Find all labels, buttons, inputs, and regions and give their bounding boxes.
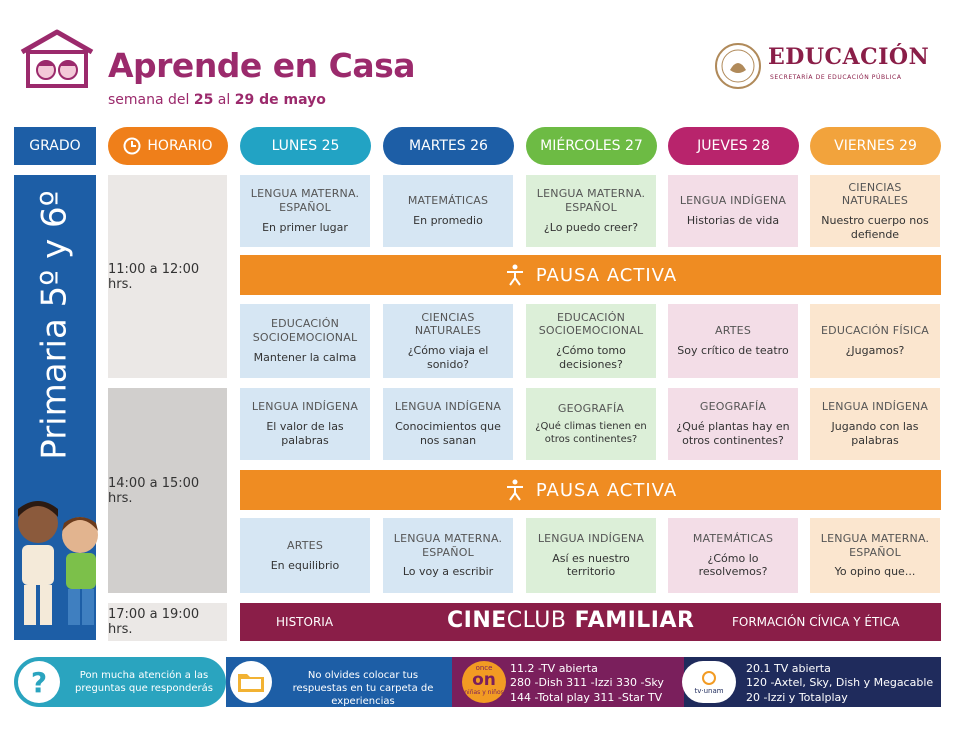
clock-icon bbox=[123, 137, 141, 155]
grado-header: GRADO bbox=[14, 127, 96, 165]
class-cell: GEOGRAFÍA ¿Qué climas tienen en otros continentes? bbox=[526, 388, 656, 460]
time-block-3: 17:00 a 19:00 hrs. bbox=[108, 603, 227, 641]
once-channels bbox=[452, 657, 684, 707]
folder-icon-wrap bbox=[230, 661, 272, 703]
class-cell: EDUCACIÓN FÍSICA ¿Jugamos? bbox=[810, 304, 940, 378]
class-cell: LENGUA INDÍGENA Conocimientos que nos sanan bbox=[383, 388, 513, 460]
folder-icon bbox=[237, 671, 265, 693]
unam-channel-list: 20.1 TV abierta 120 -Axtel, Sky, Dish y Megacable 20 -Izzi y Totalplay bbox=[746, 662, 934, 704]
grade-label: Primaria 5º y 6º bbox=[35, 190, 75, 460]
class-cell: GEOGRAFÍA ¿Qué plantas hay en otros continentes? bbox=[668, 388, 798, 460]
class-cell: ARTES Soy crítico de teatro bbox=[668, 304, 798, 378]
brand-subtitle: SECRETARÍA DE EDUCACIÓN PÚBLICA bbox=[770, 74, 902, 81]
day-header-jueves: JUEVES 28 bbox=[668, 127, 799, 165]
once-channel-list: 11.2 -TV abierta 280 -Dish 311 -Izzi 330 -Sky 144 -Total play 311 -Star TV bbox=[510, 662, 664, 704]
historia-label: HISTORIA bbox=[276, 615, 334, 629]
class-cell: LENGUA INDÍGENA El valor de las palabras bbox=[240, 388, 370, 460]
day-header-martes: MARTES 26 bbox=[383, 127, 514, 165]
unam-channels bbox=[684, 657, 941, 707]
class-cell: LENGUA MATERNA. ESPAÑOL ¿Lo puedo creer? bbox=[526, 175, 656, 247]
evening-bar bbox=[240, 603, 941, 641]
horario-header: HORARIO bbox=[108, 127, 228, 165]
class-cell: CIENCIAS NATURALES Nuestro cuerpo nos defiende bbox=[810, 175, 940, 247]
pausa-activa-bar: PAUSA ACTIVA bbox=[240, 470, 941, 510]
week-subtitle: semana del 25 al 29 de mayo bbox=[108, 92, 326, 108]
cineclub-logo: CINECLUB FAMILIAR bbox=[447, 608, 695, 633]
sep-seal-icon bbox=[714, 42, 762, 90]
class-cell: LENGUA MATERNA. ESPAÑOL Yo opino que... bbox=[810, 518, 940, 593]
question-icon: ? bbox=[18, 661, 60, 703]
class-cell: CIENCIAS NATURALES ¿Cómo viaja el sonido? bbox=[383, 304, 513, 378]
time-block-2: 14:00 a 15:00 hrs. bbox=[108, 388, 227, 593]
day-header-viernes: VIERNES 29 bbox=[810, 127, 941, 165]
class-cell: LENGUA INDÍGENA Historias de vida bbox=[668, 175, 798, 247]
brand-title: EDUCACIÓN bbox=[768, 44, 930, 70]
day-header-lunes: LUNES 25 bbox=[240, 127, 371, 165]
tip-questions: ? Pon mucha atención a las preguntas que responderás bbox=[14, 657, 226, 707]
day-header-miercoles: MIÉRCOLES 27 bbox=[526, 127, 657, 165]
class-cell: MATEMÁTICAS ¿Cómo lo resolvemos? bbox=[668, 518, 798, 593]
pausa-activa-bar: PAUSA ACTIVA bbox=[240, 255, 941, 295]
class-cell: EDUCACIÓN SOCIOEMOCIONAL Mantener la calma bbox=[240, 304, 370, 378]
house-logo-icon bbox=[18, 28, 96, 90]
page-title: Aprende en Casa bbox=[108, 46, 416, 85]
civica-label: FORMACIÓN CÍVICA Y ÉTICA bbox=[732, 615, 900, 629]
tv-unam-logo: tv·unam bbox=[682, 661, 736, 703]
class-cell: LENGUA INDÍGENA Jugando con las palabras bbox=[810, 388, 940, 460]
time-block-1: 11:00 a 12:00 hrs. bbox=[108, 175, 227, 378]
class-cell: MATEMÁTICAS En promedio bbox=[383, 175, 513, 247]
class-cell: EDUCACIÓN SOCIOEMOCIONAL ¿Cómo tomo decisiones? bbox=[526, 304, 656, 378]
class-cell: LENGUA INDÍGENA Así es nuestro territorio bbox=[526, 518, 656, 593]
once-ninos-logo: once on niñas y niños bbox=[462, 661, 506, 703]
children-illustration bbox=[4, 495, 108, 635]
stretching-person-icon bbox=[504, 479, 526, 501]
class-cell: LENGUA MATERNA. ESPAÑOL En primer lugar bbox=[240, 175, 370, 247]
tip-folder: No olvides colocar tus respuestas en tu carpeta de experiencias bbox=[226, 657, 452, 707]
sun-icon bbox=[700, 669, 718, 687]
class-cell: LENGUA MATERNA. ESPAÑOL Lo voy a escribir bbox=[383, 518, 513, 593]
class-cell: ARTES En equilibrio bbox=[240, 518, 370, 593]
stretching-person-icon bbox=[504, 264, 526, 286]
